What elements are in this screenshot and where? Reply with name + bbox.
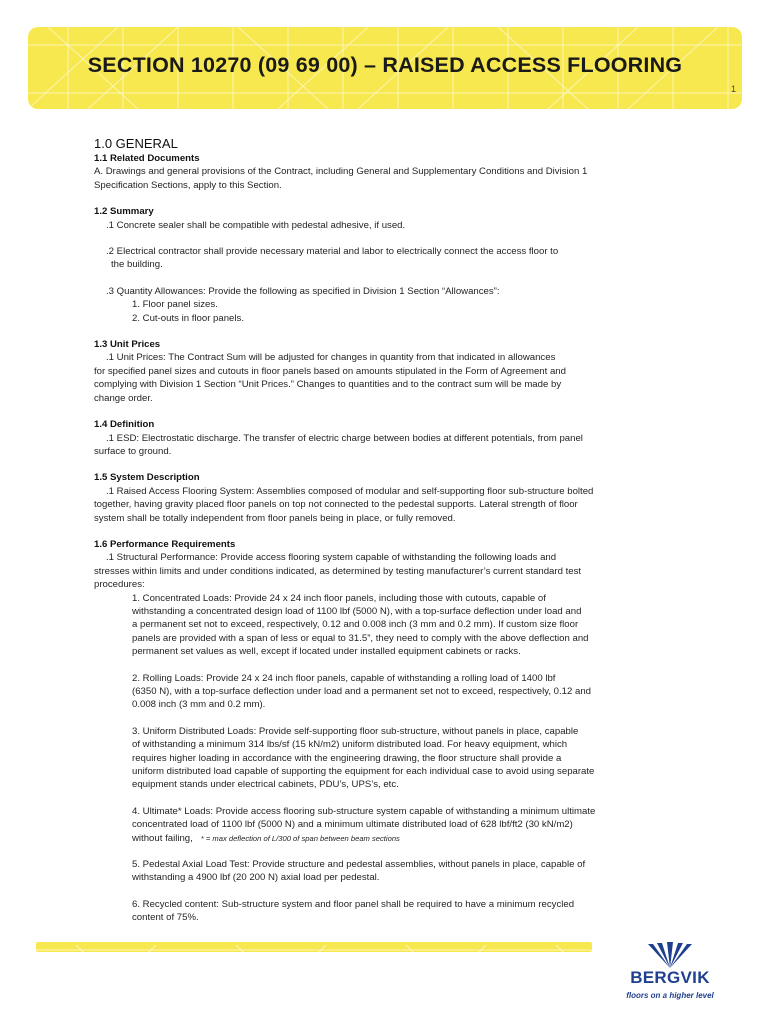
system-description-line: system shall be totally independent from floor panels being in place, or fully removed.: [94, 512, 456, 524]
requirement-line: 1. Concentrated Loads: Provide 24 x 24 inch floor panels, including those with cutouts, capable of: [132, 592, 546, 604]
requirement-line: requires higher loading in accordance with the engineering drawing, the floor structure shall provide a: [132, 752, 562, 764]
related-documents-line: A. Drawings and general provisions of the Contract, including General and Supplementary Conditions and Division 1: [94, 166, 588, 178]
summary-item-cont: the building.: [111, 259, 163, 271]
unit-prices-line: .1 Unit Prices: The Contract Sum will be adjusted for changes in quantity from that indicated in allowances: [106, 352, 556, 364]
requirement-line: 5. Pedestal Axial Load Test: Provide structure and pedestal assemblies, without panels in place, capable of: [132, 859, 586, 871]
performance-intro-line: .1 Structural Performance: Provide access flooring system capable of withstanding the following loads and: [106, 552, 557, 564]
summary-heading: 1.2 Summary: [94, 206, 154, 218]
performance-intro-line: procedures:: [94, 579, 145, 591]
header-banner: [28, 27, 742, 109]
requirement-text: without failing,: [132, 832, 193, 844]
allowance-list-item: 1. Floor panel sizes.: [132, 299, 218, 311]
requirement-line: equipment stands under electrical cabinets, PDU’s, UPS’s, etc.: [132, 779, 399, 791]
definition-heading: 1.4 Definition: [94, 419, 155, 431]
related-documents-line: Specification Sections, apply to this Section.: [94, 179, 282, 191]
summary-item: .3 Quantity Allowances: Provide the following as specified in Division 1 Section “Allowances”:: [106, 285, 500, 297]
requirement-line: content of 75%.: [132, 912, 199, 924]
unit-prices-line: complying with Division 1 Section “Unit Prices.” Changes to quantities and to the contract sum will be made by: [94, 379, 562, 391]
requirement-line: 6. Recycled content: Sub-structure system and floor panel shall be required to have a minimum recycled: [132, 898, 575, 910]
requirement-line: 0.008 inch (3 mm and 0.2 mm).: [132, 699, 266, 711]
requirement-line: a permanent set not to exceed, respectively, 0.12 and 0.008 inch (3 mm and 0.2 mm). If custom size floor: [132, 619, 579, 631]
performance-requirements-heading: 1.6 Performance Requirements: [94, 538, 236, 550]
requirement-line: of withstanding a minimum 314 lbs/sf (15 kN/m2) uniform distributed load. For heavy equipment, which: [132, 739, 568, 751]
summary-item: .1 Concrete sealer shall be compatible with pedestal adhesive, if used.: [106, 219, 406, 231]
footer-bar-pattern: [36, 945, 592, 952]
requirement-line: concentrated load of 1100 lbf (5000 N) and a minimum ultimate distributed load of 628 lbf/ft2 (30 kN/m2): [132, 819, 573, 831]
requirement-line: (6350 N), with a top-surface deflection under load and a permanent set not to exceed, respectively, 0.12 and: [132, 686, 592, 697]
requirement-line: 3. Uniform Distributed Loads: Provide self-supporting floor sub-structure, without panels in place, capable: [132, 725, 579, 737]
requirement-line: withstanding a 4900 lbf (20 200 N) axial load per pedestal.: [132, 872, 380, 884]
deflection-footnote: * = max deflection of L/300 of span between beam sections: [200, 833, 400, 843]
system-description-line: .1 Raised Access Flooring System: Assemblies composed of modular and self-supporting floor sub-structure bolted: [106, 485, 594, 497]
unit-prices-line: change order.: [94, 392, 153, 404]
page-title: SECTION 10270 (09 69 00) – RAISED ACCESS FLOORING: [87, 53, 683, 77]
logo-tagline: floors on a higher level: [626, 991, 714, 1000]
system-description-line: together, having gravity placed floor panels on top not connected to the pedestal supports. Lateral strength of floor: [94, 499, 578, 511]
page-number: 1: [730, 84, 736, 94]
unit-prices-line: for specified panel sizes and cutouts in floor panels based on amounts stipulated in the Form of Agreement and: [94, 365, 566, 377]
definition-line: surface to ground.: [94, 445, 172, 457]
footer-bar: [36, 942, 592, 952]
requirement-line: withstanding a concentrated design load of 1100 lbf (5000 N), with a top-surface deflection under load and: [132, 605, 582, 617]
related-documents-heading: 1.1 Related Documents: [94, 153, 200, 164]
document-body: [94, 136, 694, 925]
performance-intro-line: stresses within limits and under conditions indicated, as determined by testing manufacturer’s current standard test: [94, 565, 582, 577]
requirement-line: uniform distributed load capable of supporting the equipment for each individual case to avoid using separate: [132, 766, 595, 778]
allowance-list-item: 2. Cut-outs in floor panels.: [132, 312, 244, 324]
requirement-line: permanent set values as well, except if located under installed equipment cabinets or racks.: [132, 646, 521, 658]
requirement-line: [94, 832, 694, 845]
requirement-line: 2. Rolling Loads: Provide 24 x 24 inch floor panels, capable of withstanding a rolling load of 1400 lbf: [132, 672, 556, 684]
unit-prices-heading: 1.3 Unit Prices: [94, 339, 161, 351]
summary-item: .2 Electrical contractor shall provide necessary material and labor to electrically connect the access floor to: [106, 246, 559, 258]
fan-rays-icon: [620, 942, 720, 970]
bergvik-logo: [620, 942, 720, 1006]
requirement-line: panels are provided with a span of less or equal to 31.5”, they need to comply with the above deflection and: [132, 632, 589, 644]
general-heading: 1.0 GENERAL: [94, 136, 178, 151]
system-description-heading: 1.5 System Description: [94, 472, 200, 484]
definition-line: .1 ESD: Electrostatic discharge. The transfer of electric charge between bodies at different potentials, from panel: [106, 432, 583, 444]
requirement-line: 4. Ultimate* Loads: Provide access flooring sub-structure system capable of withstanding a minimum ultimate: [132, 805, 596, 817]
logo-name: BERGVIK: [630, 968, 710, 987]
